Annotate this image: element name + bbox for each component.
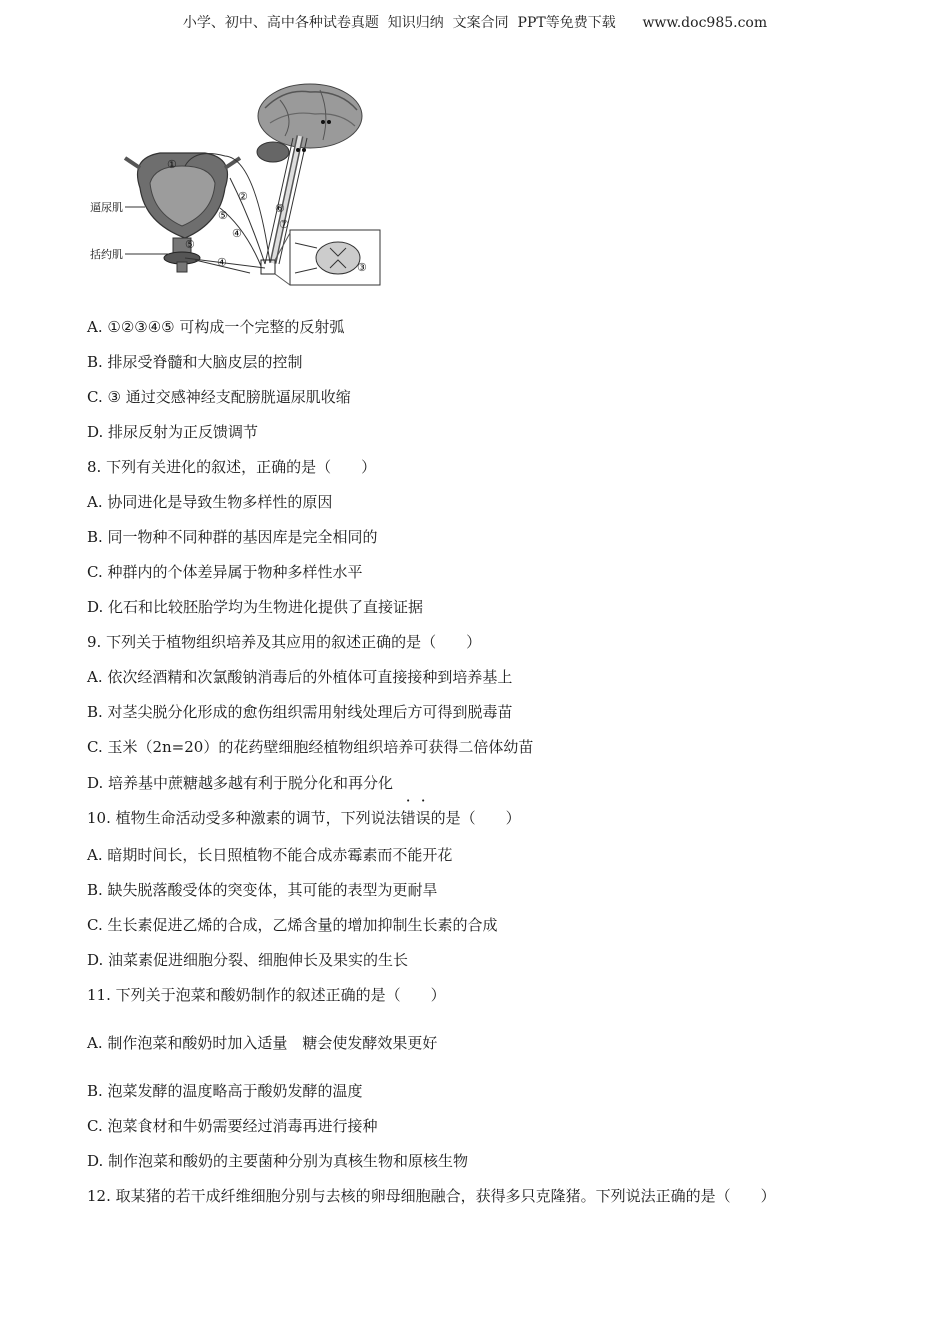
q7-option-d: D. 排尿反射为正反馈调节 [87, 423, 259, 441]
q11-option-a: A. 制作泡菜和酸奶时加入适量 糖会使发酵效果更好 [87, 1034, 438, 1052]
q10-option-a: A. 暗期时间长，长日照植物不能合成赤霉素而不能开花 [87, 846, 453, 864]
q12-stem: 12. 取某猪的若干成纤维细胞分别与去核的卵母细胞融合，获得多只克隆猪。下列说法正确的是（ ） [87, 1187, 776, 1205]
q9-option-d: D. 培养基中蔗糖越多越有利于脱分化和再分化 [87, 774, 394, 792]
q8-option-a: A. 协同进化是导致生物多样性的原因 [87, 493, 333, 511]
q8-option-b: B. 同一物种不同种群的基因库是完全相同的 [87, 528, 378, 546]
q9-option-c: C. 玉米（2n=20）的花药壁细胞经植物组织培养可获得二倍体幼苗 [87, 738, 534, 756]
q9-option-a: A. 依次经酒精和次氯酸钠消毒后的外植体可直接接种到培养基上 [87, 668, 513, 686]
label-n6: ⑥ [275, 203, 285, 215]
q8-option-c: C. 种群内的个体差异属于物种多样性水平 [87, 563, 363, 581]
q10-option-d: D. 油菜素促进细胞分裂、细胞伸长及果实的生长 [87, 951, 409, 969]
brain-illustration [257, 84, 362, 162]
q10-stem [87, 807, 521, 828]
q9-option-b: B. 对茎尖脱分化形成的愈伤组织需用射线处理后方可得到脱毒苗 [87, 703, 513, 721]
q7-option-c: C. ③ 通过交感神经支配膀胱逼尿肌收缩 [87, 388, 351, 406]
label-sphincter: 括约肌 [90, 249, 123, 261]
q10-stem-post: 的是（ ） [430, 809, 521, 827]
label-n7: ⑦ [279, 219, 289, 231]
q10-emphasis-char-2: 误 [415, 809, 431, 827]
q9-stem: 9. 下列关于植物组织培养及其应用的叙述正确的是（ ） [87, 633, 482, 651]
q10-stem-pre: 10. 植物生命活动受多种激素的调节，下列说法 [87, 809, 401, 827]
label-n1: ① [167, 159, 177, 171]
label-n5-upper: ⑤ [218, 210, 228, 222]
label-n4-upper: ④ [232, 228, 242, 240]
q11-stem: 11. 下列关于泡菜和酸奶制作的叙述正确的是（ ） [87, 986, 446, 1004]
label-detrusor: 逼尿肌 [90, 202, 123, 214]
q10-option-b: B. 缺失脱落酸受体的突变体，其可能的表型为更耐旱 [87, 881, 438, 899]
q8-stem: 8. 下列有关进化的叙述，正确的是（ ） [87, 458, 377, 476]
label-n2: ② [238, 191, 248, 203]
label-n5-lower: ⑤ [185, 239, 195, 251]
q11-option-c: C. 泡菜食材和牛奶需要经过消毒再进行接种 [87, 1117, 378, 1135]
label-n4-lower: ④ [217, 257, 227, 269]
page-header: 小学、初中、高中各种试卷真题 知识归纳 文案合同 PPT等免费下载 www.doc985.com [182, 15, 768, 31]
q11-option-d: D. 制作泡菜和酸奶的主要菌种分别为真核生物和原核生物 [87, 1152, 469, 1170]
q8-option-d: D. 化石和比较胚胎学均为生物进化提供了直接证据 [87, 598, 424, 616]
diagram-svg [85, 78, 385, 293]
label-n3: ③ [357, 262, 367, 274]
micturition-reflex-diagram [85, 78, 385, 293]
q7-option-a: A. ①②③④⑤ 可构成一个完整的反射弧 [87, 318, 345, 336]
q10-option-c: C. 生长素促进乙烯的合成，乙烯含量的增加抑制生长素的合成 [87, 916, 498, 934]
q7-option-b: B. 排尿受脊髓和大脑皮层的控制 [87, 353, 303, 371]
q11-option-b: B. 泡菜发酵的温度略高于酸奶发酵的温度 [87, 1082, 363, 1100]
q10-emphasis-char-1: 错 [400, 809, 416, 827]
